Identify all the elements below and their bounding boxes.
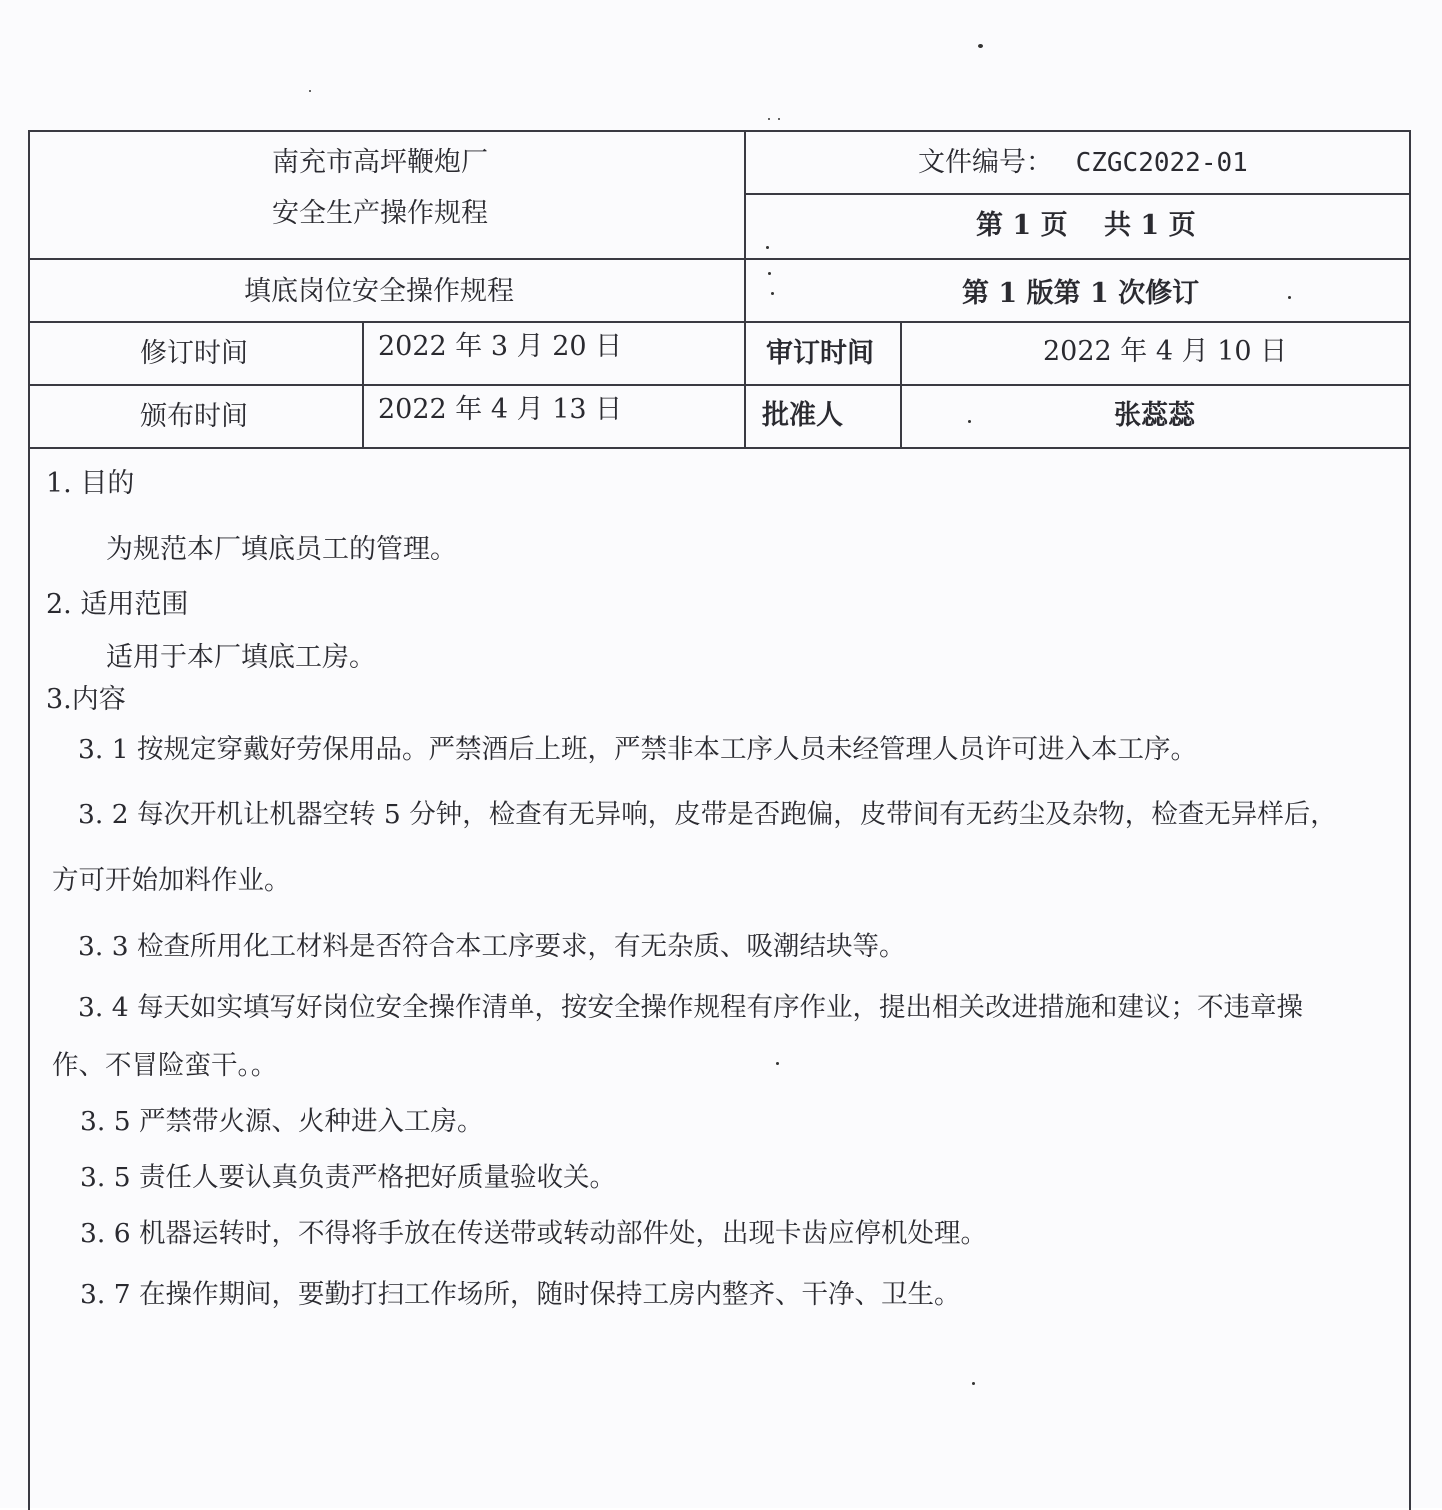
revision-time: 2022 年 3 月 20 日 — [378, 331, 623, 362]
file-number-label: 文件编号： — [918, 147, 1053, 178]
item-3-4-line-1: 3. 4 每天如实填写好岗位安全操作清单，按安全操作规程有序作业，提出相关改进措施和建议；不违章操 — [78, 992, 1303, 1023]
item-3-2-line-2: 方可开始加料作业。 — [52, 865, 291, 896]
item-3-6: 3. 6 机器运转时，不得将手放在传送带或转动部件处，出现卡齿应停机处理。 — [80, 1218, 987, 1249]
issue-time: 2022 年 4 月 13 日 — [378, 394, 623, 425]
version-info: 第 1 版第 1 次修订 — [962, 278, 1200, 309]
item-3-3: 3. 3 检查所用化工材料是否符合本工序要求，有无杂质、吸潮结块等。 — [78, 931, 906, 962]
revision-time-label: 修订时间 — [140, 338, 248, 369]
scan-speck — [768, 118, 770, 120]
regulation-title: 填底岗位安全操作规程 — [244, 276, 514, 307]
page-info: 第 1 页 共 1 页 — [976, 210, 1196, 241]
section-3-heading: 3.内容 — [46, 684, 126, 715]
item-3-1: 3. 1 按规定穿戴好劳保用品。严禁酒后上班，严禁非本工序人员未经管理人员许可进入本工序。 — [78, 734, 1197, 765]
table-rule — [28, 384, 1411, 386]
file-number-value: CZGC2022-01 — [1075, 148, 1248, 178]
table-rule — [362, 321, 364, 449]
document-type: 安全生产操作规程 — [272, 198, 488, 229]
file-number — [918, 149, 1248, 176]
company-name: 南充市高坪鞭炮厂 — [272, 147, 488, 178]
table-rule — [745, 193, 1411, 195]
table-rule — [28, 447, 1411, 449]
review-time: 2022 年 4 月 10 日 — [1043, 336, 1288, 367]
scan-speck — [978, 44, 983, 48]
issue-time-label: 颁布时间 — [140, 401, 248, 432]
section-2-heading: 2. 适用范围 — [46, 589, 189, 620]
table-rule — [28, 321, 1411, 323]
section-1-heading: 1. 目的 — [46, 468, 135, 499]
scan-speck — [778, 118, 780, 120]
item-3-2-line-1: 3. 2 每次开机让机器空转 5 分钟，检查有无异响，皮带是否跑偏，皮带间有无药尘及杂物，检查无异样后， — [78, 799, 1337, 830]
approver-name: 张蕊蕊 — [1114, 400, 1195, 431]
section-1-text: 为规范本厂填底员工的管理。 — [106, 534, 457, 565]
item-3-4-line-2: 作、不冒险蛮干。。 — [52, 1050, 278, 1081]
approver-label: 批准人 — [762, 400, 843, 431]
section-2-text: 适用于本厂填底工房。 — [106, 642, 376, 673]
item-3-5-a: 3. 5 严禁带火源、火种进入工房。 — [80, 1106, 484, 1137]
table-rule — [744, 130, 746, 449]
scan-speck — [309, 90, 311, 92]
table-rule — [28, 258, 1411, 260]
review-time-label: 审订时间 — [766, 338, 874, 369]
item-3-7: 3. 7 在操作期间，要勤打扫工作场所，随时保持工房内整齐、干净、卫生。 — [80, 1279, 961, 1310]
table-rule — [900, 321, 902, 449]
item-3-5-b: 3. 5 责任人要认真负责严格把好质量验收关。 — [80, 1162, 616, 1193]
